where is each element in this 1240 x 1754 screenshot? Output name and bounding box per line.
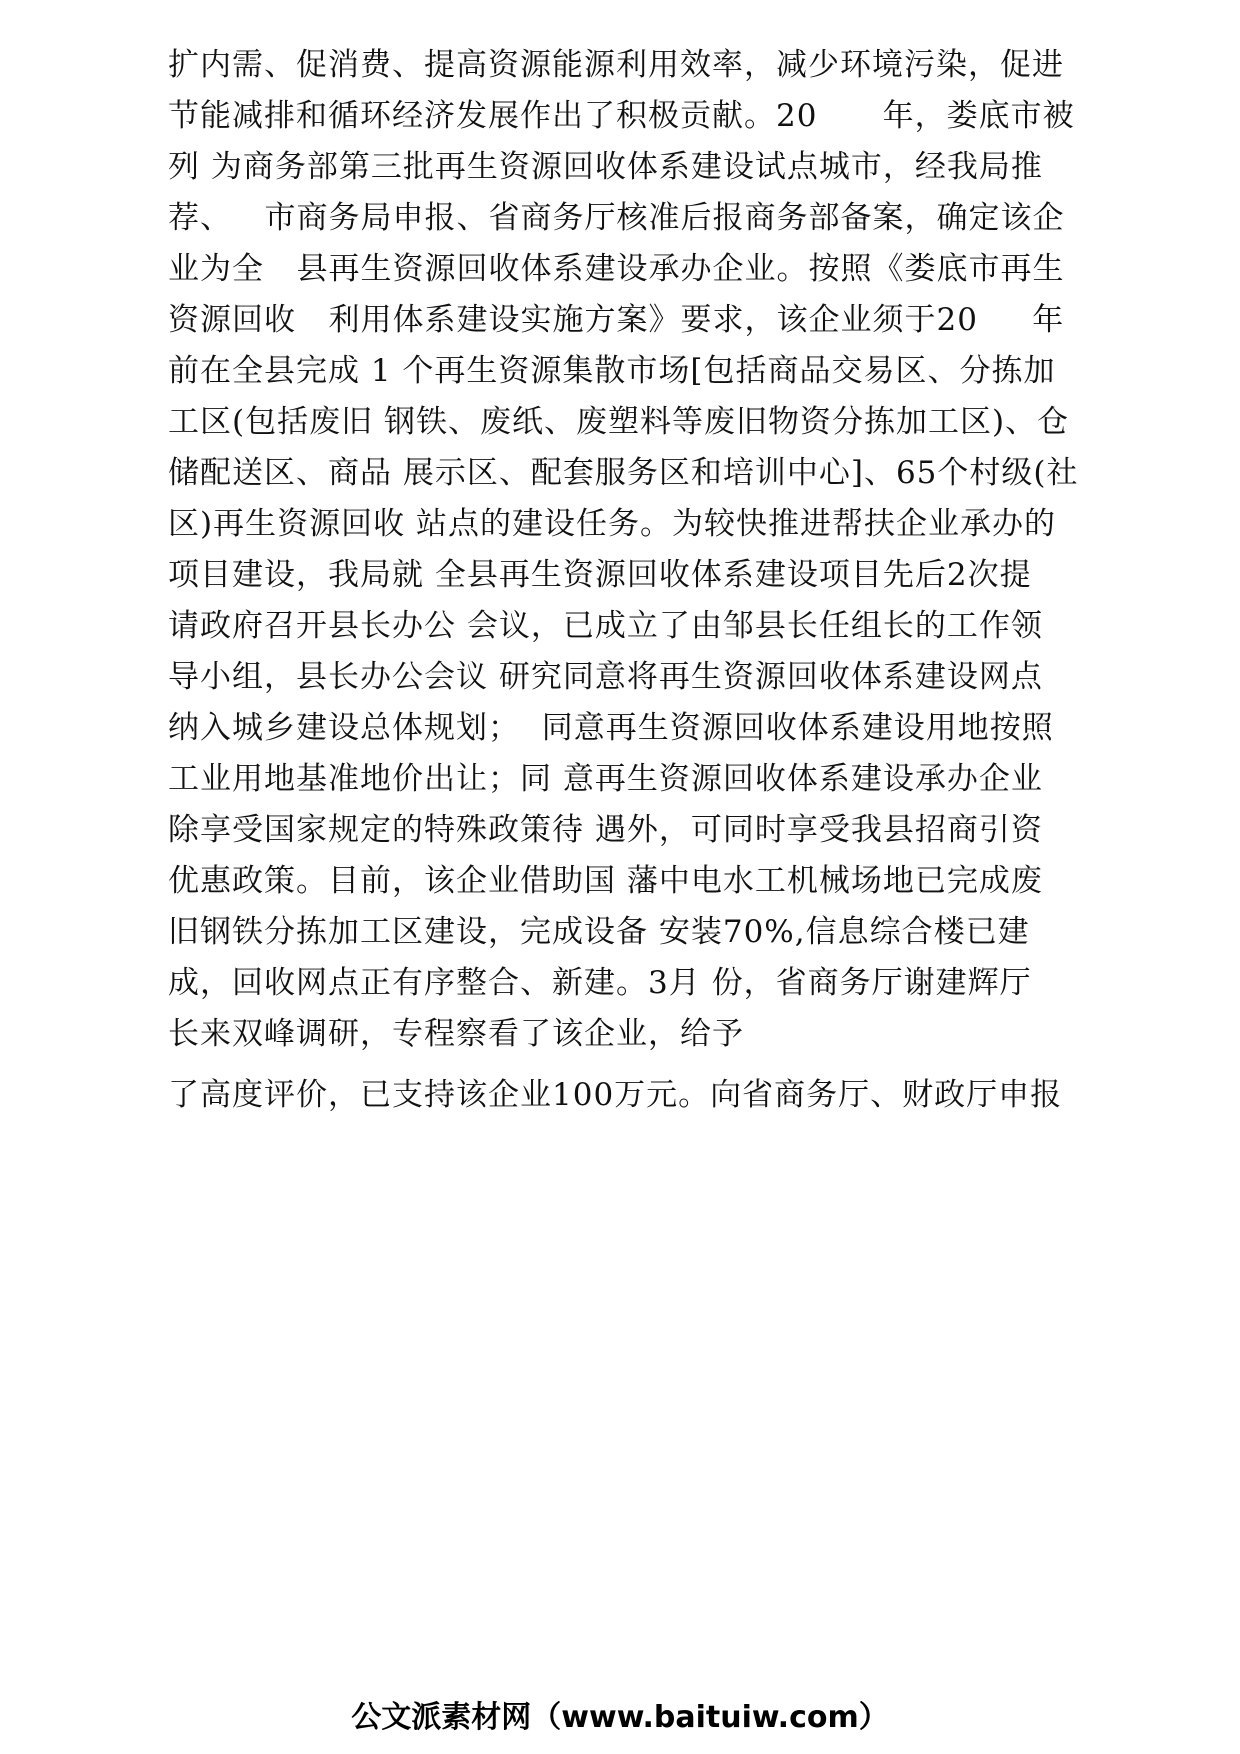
text-line: 列 为商务部第三批再生资源回收体系建设试点城市，经我局推 (168, 149, 1043, 185)
text-line: 业为全 县再生资源回收体系建设承办企业。按照《娄底市再生 (168, 251, 1065, 287)
text-line: 成，回收网点正有序整合、新建。3月 份，省商务厅谢建辉厅 (168, 965, 1032, 1001)
text-line: 请政府召开县长办公 会议，已成立了由邹县长任组长的工作领 (168, 608, 1043, 644)
text-line: 优惠政策。目前，该企业借助国 藩中电水工机械场地已完成废 (168, 863, 1043, 899)
text-line: 工区(包括废旧 钢铁、废纸、废塑料等废旧物资分拣加工区)、仓 (168, 404, 1070, 440)
text-line: 资源回收 利用体系建设实施方案》要求，该企业须于20 年 (168, 302, 1065, 338)
footer-watermark: 公文派素材网（www.baituiw.com） (351, 1700, 889, 1735)
text-line: 纳入城乡建设总体规划； 同意再生资源回收体系建设用地按照 (168, 710, 1054, 746)
text-line: 扩内需、促消费、提高资源能源利用效率，减少环境污染，促进 (168, 47, 1064, 83)
text-line: 节能减排和循环经济发展作出了积极贡献。20 年，娄底市被 (168, 98, 1075, 134)
text-line: 项目建设，我局就 全县再生资源回收体系建设项目先后2次提 (168, 557, 1032, 593)
text-line: 前在全县完成 1 个再生资源集散市场[包括商品交易区、分拣加 (168, 353, 1056, 389)
text-line: 旧钢铁分拣加工区建设，完成设备 安装70%,信息综合楼已建 (168, 914, 1030, 950)
text-line: 荐、 市商务局申报、省商务厅核准后报商务部备案，确定该企 (168, 200, 1065, 236)
text-line: 区)再生资源回收 站点的建设任务。为较快推进帮扶企业承办的 (168, 506, 1056, 542)
text-line: 导小组，县长办公会议 研究同意将再生资源回收体系建设网点 (168, 659, 1043, 695)
text-line: 除享受国家规定的特殊政策待 遇外，可同时享受我县招商引资 (168, 812, 1043, 848)
text-line: 长来双峰调研，专程察看了该企业，给予 (168, 1016, 744, 1052)
text-line: 储配送区、商品 展示区、配套服务区和培训中心]、65个村级(社 (168, 455, 1079, 491)
text-line: 工业用地基准地价出让；同 意再生资源回收体系建设承办企业 (168, 761, 1043, 797)
text-line: 了高度评价，已支持该企业100万元。向省商务厅、财政厅申报 (168, 1077, 1063, 1113)
